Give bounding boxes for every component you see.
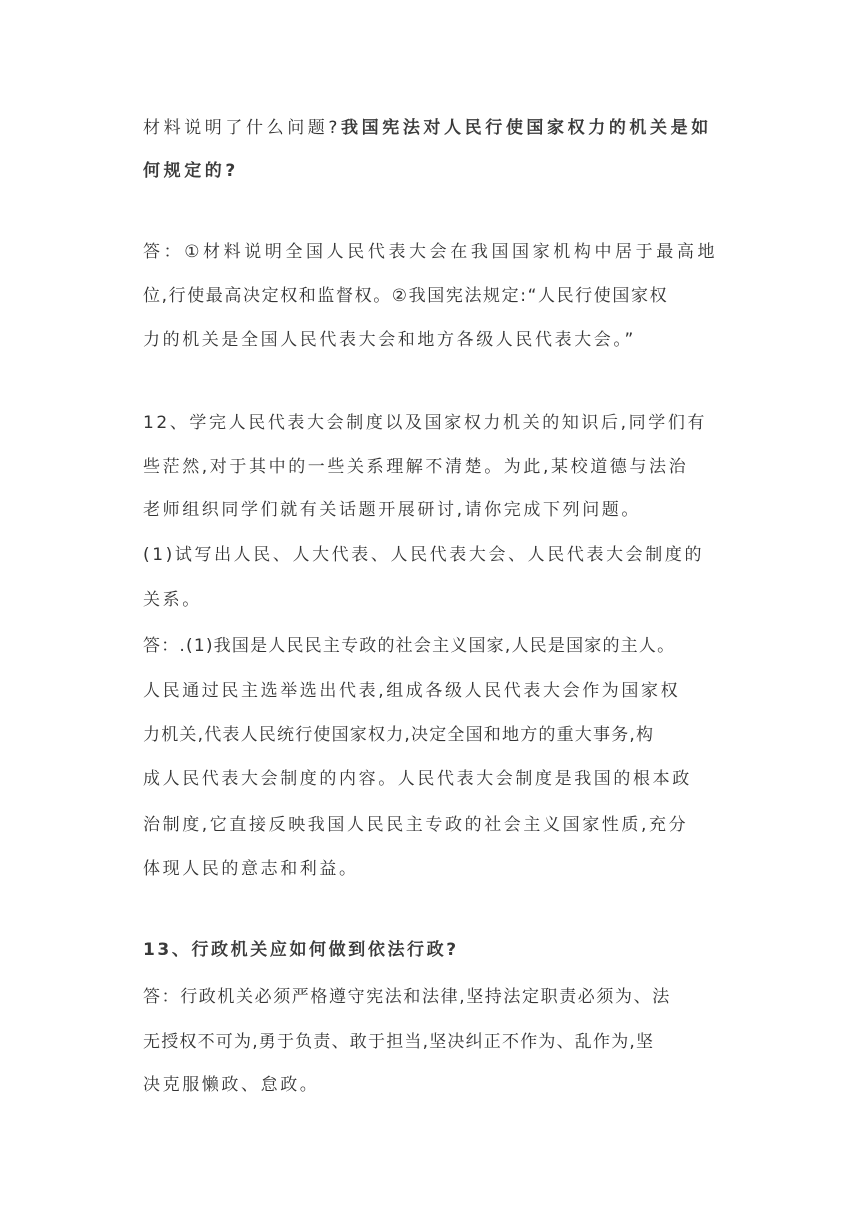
answer-12-line-5: 治制度,它直接反映我国人民民主专政的社会主义国家性质,充分 xyxy=(143,815,689,835)
answer-11-line-3: 力的机关是全国人民代表大会和地方各级人民代表大会。” xyxy=(143,330,636,350)
answer-11-line-1: 答：①材料说明全国人民代表大会在我国国家机构中居于最高地 xyxy=(143,242,719,262)
question-12-line-5: 关系。 xyxy=(143,590,202,610)
answer-13-line-2: 无授权不可为,勇于负责、敢于担当,坚决纠正不作为、乱作为,坚 xyxy=(143,1032,655,1052)
question-11-line-2: 何规定的? xyxy=(143,161,239,181)
answer-12-line-2: 人民通过民主选举选出代表,组成各级人民代表大会作为国家权 xyxy=(143,681,681,701)
question-11-line-1 xyxy=(143,116,723,140)
question-12-line-2: 些茫然,对于其中的一些关系理解不清楚。为此,某校道德与法治 xyxy=(143,457,689,477)
answer-12-line-3: 力机关,代表人民统行使国家权力,决定全国和地方的重大事务,构 xyxy=(143,725,655,745)
question-12-line-1: 12、学完人民代表大会制度以及国家权力机关的知识后,同学们有 xyxy=(143,413,708,433)
answer-13-line-3: 决克服懒政、怠政。 xyxy=(143,1075,320,1095)
question-11-bold-prompt: 我国宪法对人民行使国家权力的机关是如 xyxy=(341,118,712,138)
answer-13-line-1: 答：行政机关必须严格遵守宪法和法律,坚持法定职责必须为、法 xyxy=(143,987,671,1007)
question-11-material-prompt: 材料说明了什么问题? xyxy=(143,118,342,138)
answer-12-line-4: 成人民代表大会制度的内容。人民代表大会制度是我国的根本政 xyxy=(143,769,692,789)
question-12-line-3: 老师组织同学们就有关话题开展研讨,请你完成下列问题。 xyxy=(143,500,642,520)
answer-11-line-2: 位,行使最高决定权和监督权。②我国宪法规定:“人民行使国家权 xyxy=(143,286,669,306)
question-13-heading: 13、行政机关应如何做到依法行政? xyxy=(143,940,459,960)
answer-12-line-1: 答：.(1)我国是人民民主专政的社会主义国家,人民是国家的主人。 xyxy=(143,636,676,656)
answer-12-line-6: 体现人民的意志和利益。 xyxy=(143,859,359,879)
question-12-line-4: (1)试写出人民、人大代表、人民代表大会、人民代表大会制度的 xyxy=(143,545,705,565)
